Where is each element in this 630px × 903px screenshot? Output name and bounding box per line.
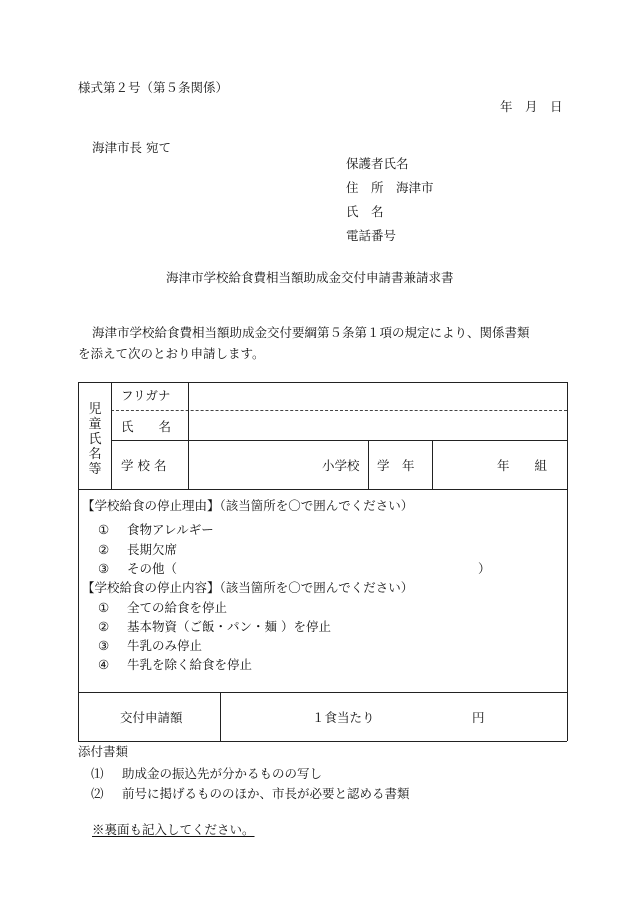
stop-reason-option[interactable]: 長期欠席 (127, 542, 178, 557)
stop-reason-num: ② (98, 542, 110, 557)
attachment-num: ⑴ (91, 766, 104, 781)
other-close-paren: ） (478, 561, 491, 576)
document-title: 海津市学校給食費相当額助成金交付申請書兼請求書 (166, 270, 454, 285)
elementary-school-suffix: 小学校 (322, 458, 360, 473)
school-name-field[interactable] (189, 442, 319, 488)
stop-content-option[interactable]: 牛乳のみ停止 (127, 638, 203, 653)
intro-line-1: 海津市学校給食費相当額助成金交付要綱第５条第１項の規定により、関係書類 (92, 325, 530, 340)
address-label: 住 所 海津市 (346, 180, 434, 195)
stop-reason-num: ① (98, 522, 110, 537)
amount-per-meal-label: １食当たり (312, 710, 375, 725)
grade-class-field[interactable]: 年 組 (497, 458, 548, 473)
attachment-num: ⑵ (91, 786, 104, 801)
intro-line-2: を添えて次のとおり申請します。 (78, 346, 265, 361)
amount-field[interactable] (388, 704, 468, 732)
date-line: 年 月 日 (500, 99, 563, 114)
stop-reason-option[interactable]: 食物アレルギー (127, 522, 214, 537)
grade-label: 学 年 (377, 458, 415, 473)
stop-content-num: ② (98, 619, 110, 634)
guardian-name-label: 保護者氏名 (346, 156, 409, 171)
stop-reason-option[interactable]: その他（ (127, 561, 178, 576)
stop-content-heading: 【学校給食の停止内容】（該当箇所を〇で囲んでください） (82, 580, 414, 595)
stop-content-option[interactable]: 基本物資（ご飯・パン・麺 ）を停止 (127, 619, 331, 634)
stop-reason-num: ③ (98, 561, 110, 576)
school-name-label: 学 校 名 (121, 458, 167, 473)
stop-reason-heading: 【学校給食の停止理由】（該当箇所を〇で囲んでください） (82, 498, 414, 513)
child-name-field[interactable] (189, 412, 566, 439)
furigana-label: フリガナ (121, 388, 171, 403)
back-side-note: ※裏面も記入してください。 (92, 822, 255, 837)
attachments-heading: 添付書類 (78, 744, 129, 759)
form-number: 様式第２号（第５条関係） (78, 80, 229, 95)
stop-content-num: ④ (98, 657, 110, 672)
child-name-label: 氏 名 (121, 419, 172, 434)
addressee: 海津市長 宛て (92, 140, 171, 155)
amount-label: 交付申請額 (120, 710, 183, 725)
furigana-field[interactable] (189, 388, 566, 408)
phone-label: 電話番号 (346, 228, 397, 243)
attachment-item: 前号に掲げるもののほか、市長が必要と認める書類 (122, 786, 410, 801)
yen-unit: 円 (472, 710, 485, 725)
stop-content-num: ③ (98, 638, 110, 653)
name-label: 氏 名 (346, 204, 384, 219)
stop-content-option[interactable]: 全ての給食を停止 (127, 600, 228, 615)
attachment-item: 助成金の振込先が分かるものの写し (122, 766, 323, 781)
stop-content-option[interactable]: 牛乳を除く給食を停止 (127, 657, 253, 672)
stop-content-num: ① (98, 600, 110, 615)
child-info-side-label: 児 童 氏 名 等 (88, 402, 102, 477)
